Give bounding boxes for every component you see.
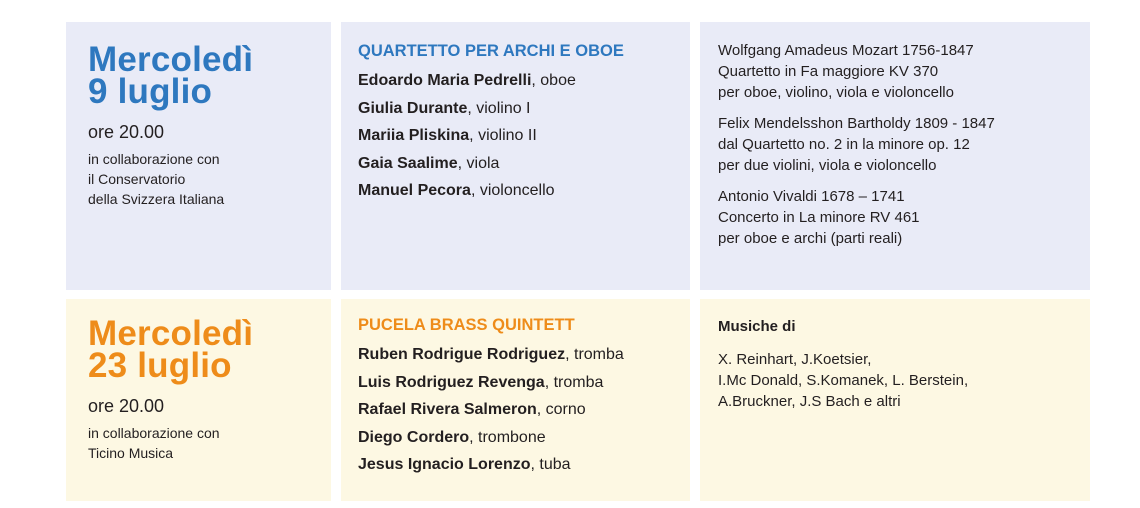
member-name: Ruben Rodrigue Rodriguez [358,346,566,363]
member-name: Giulia Durante [358,99,468,117]
program-line: Antonio Vivaldi 1678 – 1741 [718,188,905,205]
composer-line: I.Mc Donald, S.Komanek, L. Berstein, [718,372,969,389]
program-line: Wolfgang Amadeus Mozart 1756-1847 [718,42,974,59]
concert-2-weekday: Mercoledì [88,314,254,353]
member-role: , viola [457,154,500,172]
collaboration-line: in collaborazione con [88,151,220,167]
member-role: , tuba [530,456,571,473]
member-role: , violino II [469,127,537,144]
member-name: Rafael Rivera Salmeron [358,401,537,418]
composer-line: A.Bruckner, J.S Bach e altri [718,393,901,410]
member-role: , violoncello [470,182,555,199]
program-line: Concerto in La minore RV 461 [718,209,920,226]
program-line: dal Quartetto no. 2 in la minore op. 12 [718,136,970,153]
concert-1-date: 9 luglio [88,72,213,111]
program-piece [718,186,995,249]
concert-1-date-cell [66,22,331,290]
member-name: Edoardo Maria Pedrelli [358,72,532,89]
member-item [358,341,624,369]
program-line: per oboe e archi (parti reali) [718,230,903,247]
program-piece [718,40,995,103]
member-item [358,95,624,123]
concert-1-program-cell [700,22,1090,290]
member-item [358,67,624,95]
member-item [358,451,624,479]
concert-2-date-cell [66,299,331,501]
member-name: Diego Cordero [358,428,470,446]
concert-1-ensemble-cell [341,22,690,290]
concert-2-ensemble-cell [341,299,690,501]
program-piece [718,113,995,176]
collaboration-line: Ticino Musica [88,445,174,461]
program-line: per oboe, violino, viola e violoncello [718,84,954,101]
member-item [358,396,624,424]
concert-2-date: 23 luglio [88,346,232,385]
member-name: Manuel Pecora [358,182,471,199]
program-line: per due violini, viola e violoncello [718,157,937,174]
member-name: Gaia Saalime [358,154,458,172]
member-role: , violino I [467,99,531,117]
member-item [358,122,624,150]
member-name: Mariia Pliskina [358,127,470,144]
concert-2-ensemble-title: PUCELA BRASS QUINTETT [358,316,575,334]
concert-2-time: ore 20.00 [88,396,165,416]
member-item [358,424,624,452]
member-name: Jesus Ignacio Lorenzo [358,456,531,473]
concert-2-program-cell [700,299,1090,501]
music-heading: Musiche di [718,318,796,335]
member-role: , oboe [531,72,576,89]
composer-line: X. Reinhart, J.Koetsier, [718,351,872,368]
member-role: , tromba [544,373,604,391]
concert-1-collaboration [88,149,253,209]
member-item [358,177,624,205]
member-role: , corno [536,401,586,418]
program-line: Felix Mendelsshon Bartholdy 1809 - 1847 [718,115,995,132]
collaboration-line: della Svizzera Italiana [88,191,225,207]
program-line: Quartetto in Fa maggiore KV 370 [718,63,939,80]
member-role: , trombone [469,428,546,446]
collaboration-line: il Conservatorio [88,171,186,187]
concert-1-weekday: Mercoledì [88,40,254,79]
member-name: Luis Rodriguez Revenga [358,373,545,391]
member-role: , tromba [565,346,624,363]
member-item [358,369,624,397]
collaboration-line: in collaborazione con [88,425,220,441]
concert-1-time: ore 20.00 [88,122,165,142]
concert-1-ensemble-title: QUARTETTO PER ARCHI E OBOE [358,42,624,60]
concert-2-collaboration [88,423,253,463]
member-item [358,150,624,178]
